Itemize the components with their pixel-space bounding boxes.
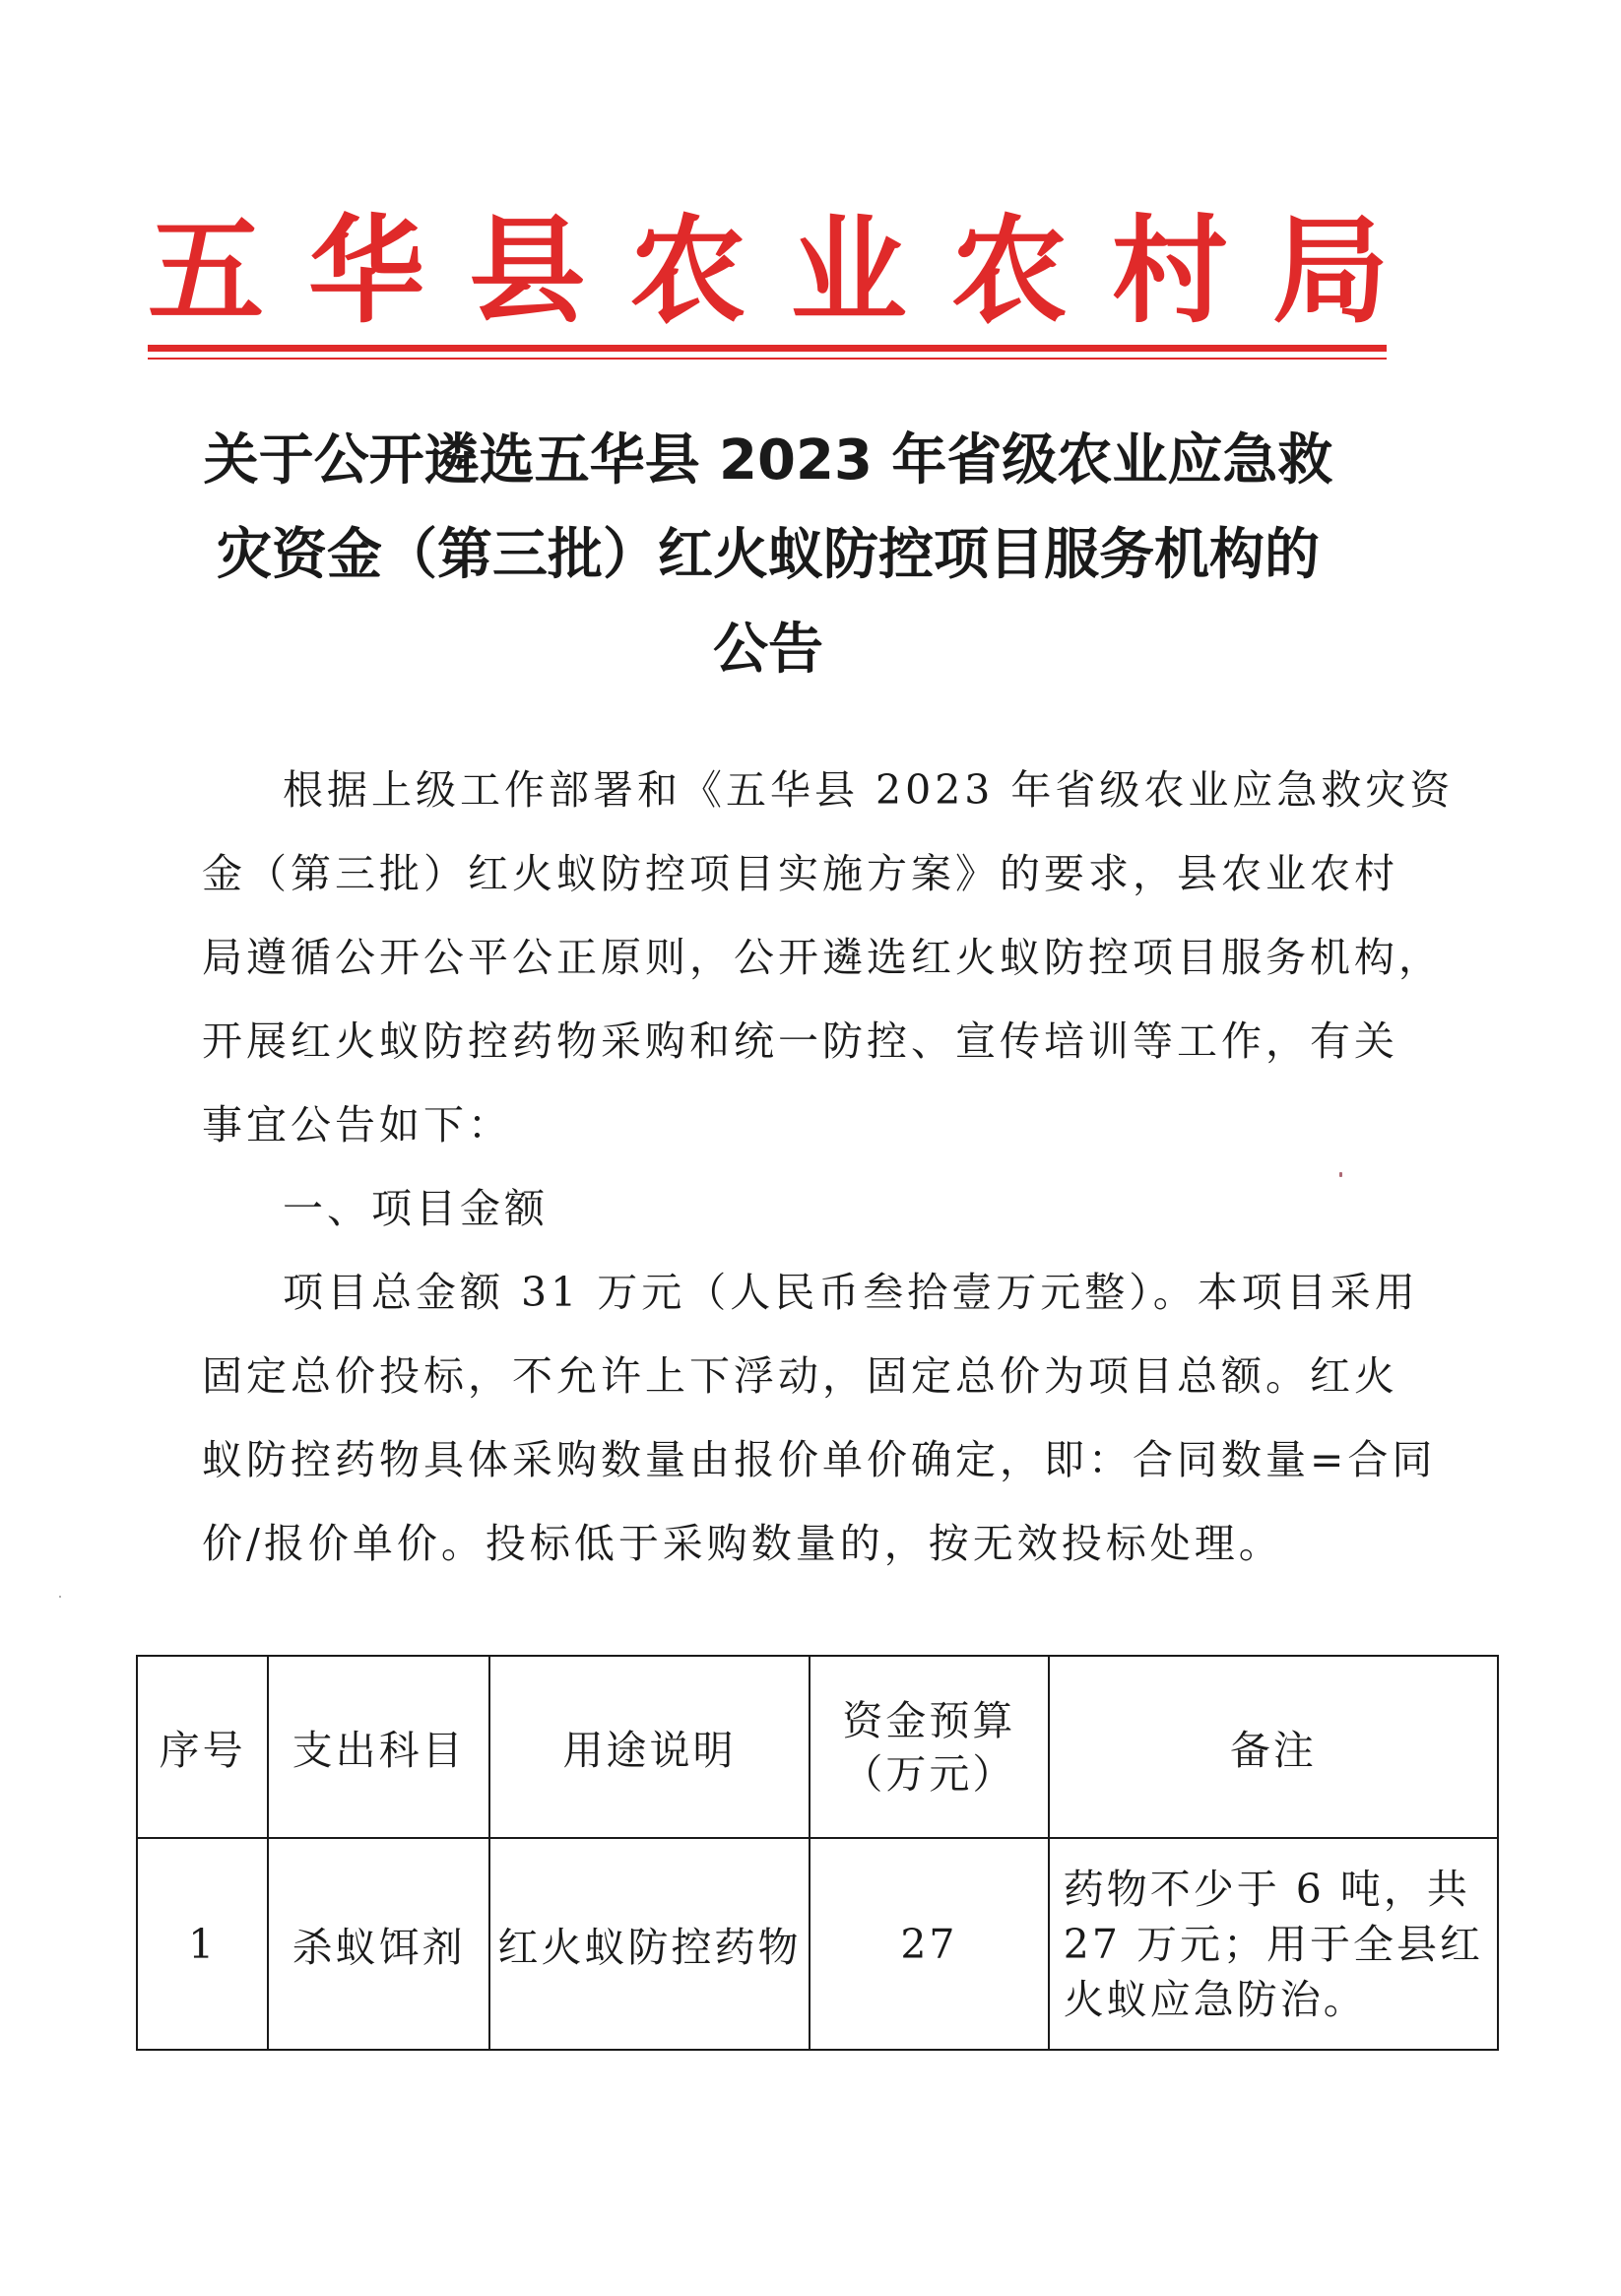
intro-paragraph	[202, 749, 1455, 1167]
scan-artifact	[59, 1596, 61, 1598]
document-body	[202, 749, 1455, 1586]
text-line: 固定总价投标，不允许上下浮动，固定总价为项目总额。红火	[202, 1352, 1398, 1400]
header-budget-unit: （万元）	[842, 1749, 1016, 1798]
text-line: 根据上级工作部署和《五华县 2023 年省级农业应急救灾资	[283, 766, 1455, 814]
text-line: 蚁防控药物具体采购数量由报价单价确定，即：合同数量=合同	[202, 1436, 1437, 1483]
header-item: 支出科目	[268, 1656, 489, 1838]
text-line: 金（第三批）红火蚁防控项目实施方案》的要求，县农业农村	[202, 850, 1398, 897]
header-seq: 序号	[137, 1656, 268, 1838]
text-line: 开展红火蚁防控药物采购和统一防控、宣传培训等工作，有关	[202, 1017, 1398, 1065]
letterhead-char: 业	[790, 203, 907, 339]
header-purpose: 用途说明	[489, 1656, 810, 1838]
letterhead-char: 五	[148, 203, 265, 339]
letterhead-char: 农	[629, 203, 746, 339]
header-note: 备注	[1049, 1656, 1498, 1838]
header-budget-line: 资金预算	[842, 1696, 1016, 1744]
text-line: 项目总金额 31 万元（人民币叁拾壹万元整）。本项目采用	[283, 1269, 1419, 1316]
letterhead	[148, 197, 1389, 345]
title-line: 灾资金（第三批）红火蚁防控项目服务机构的	[217, 523, 1320, 587]
text-line: 局遵循公开公平公正原则，公开遴选红火蚁防控项目服务机构，	[202, 934, 1443, 981]
section-heading-paragraph	[202, 1167, 1384, 1251]
letterhead-char: 局	[1271, 203, 1389, 339]
cell-seq: 1	[137, 1838, 268, 2050]
letterhead-rule-thin	[148, 358, 1387, 360]
header-budget	[810, 1656, 1049, 1838]
letterhead-char: 县	[469, 203, 586, 339]
note-line: 药物不少于 6 吨，共	[1063, 1865, 1470, 1913]
scan-artifact	[1339, 1172, 1342, 1177]
text-line: 价/报价单价。投标低于采购数量的，按无效投标处理。	[202, 1520, 1283, 1567]
cell-item: 杀蚁饵剂	[268, 1838, 489, 2050]
letterhead-char: 村	[1111, 203, 1228, 339]
section-heading: 一、项目金额	[283, 1185, 549, 1232]
letterhead-rule-thick	[148, 345, 1387, 352]
note-line: 27 万元；用于全县红	[1063, 1920, 1483, 1968]
table-row	[137, 1838, 1498, 2050]
budget-table	[136, 1655, 1499, 2051]
title-line: 关于公开遴选五华县 2023 年省级农业应急救	[203, 428, 1333, 492]
amount-paragraph	[202, 1251, 1437, 1586]
letterhead-char: 农	[950, 203, 1068, 339]
note-line: 火蚁应急防治。	[1063, 1975, 1367, 2023]
document-title	[148, 414, 1389, 697]
letterhead-char: 华	[308, 203, 425, 339]
cell-note	[1049, 1838, 1498, 2050]
table-header-row	[137, 1656, 1498, 1838]
cell-purpose: 红火蚁防控药物	[489, 1838, 810, 2050]
title-line: 公告	[713, 618, 823, 682]
text-line: 事宜公告如下：	[202, 1101, 512, 1148]
cell-budget: 27	[810, 1838, 1049, 2050]
